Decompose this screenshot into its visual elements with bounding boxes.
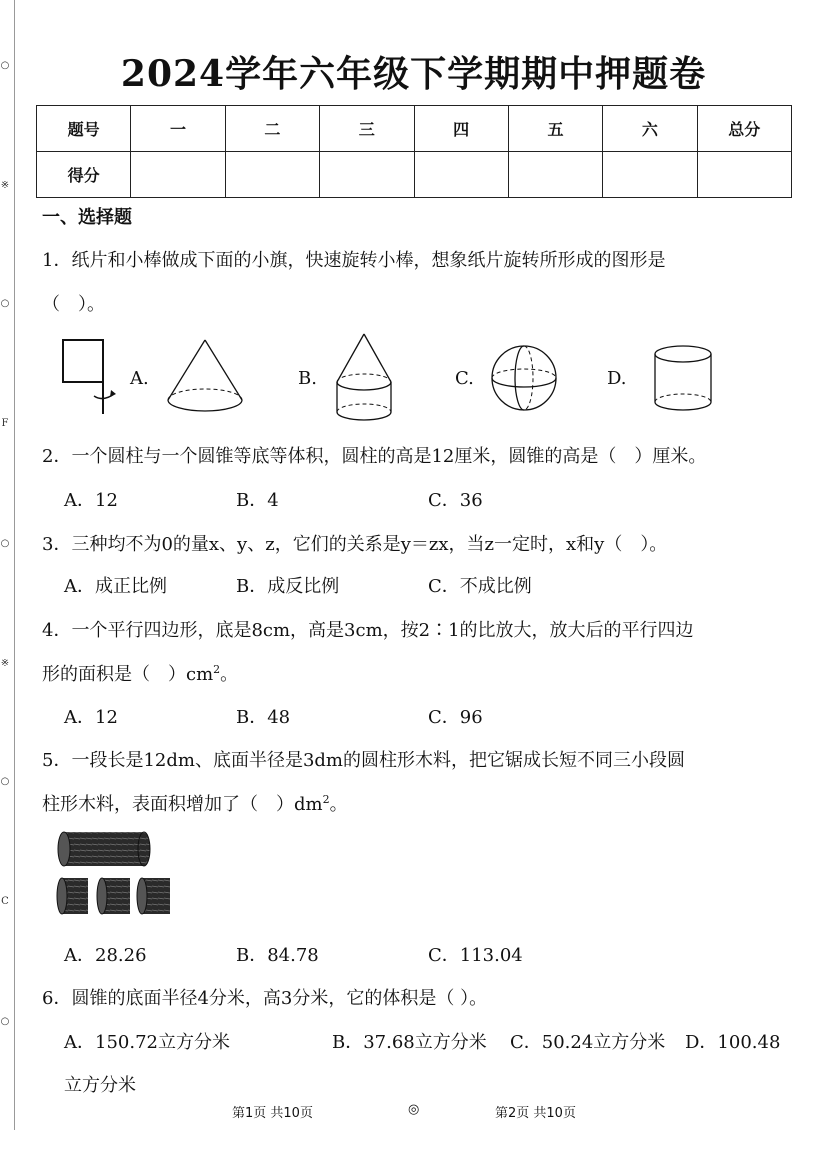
binding-mark: ○ [0,538,10,549]
question-5-text: 5．一段长是12dm、底面半径是3dm的圆柱形木料，把它锯成长短不同三小段圆 [42,750,685,771]
footer-center-mark: ◎ [408,1102,420,1117]
binding-mark: F [1,418,9,429]
question-4-option-b[interactable]: B．48 [236,707,291,728]
line-text: 。 [220,664,239,685]
sphere-figure [490,344,560,414]
option-b-label[interactable]: B. [298,368,317,389]
score-input-cell[interactable] [414,152,508,198]
question-6-option-b[interactable]: B．37.68立方分米 [332,1032,487,1053]
header-cell: 六 [603,106,697,152]
question-4-option-a[interactable]: A．12 [64,707,118,728]
header-cell: 二 [225,106,319,152]
question-6-option-a[interactable]: A．150.72立方分米 [64,1032,230,1053]
superscript: 2 [213,663,221,676]
score-input-cell[interactable] [508,152,602,198]
question-4-option-c[interactable]: C．96 [428,707,483,728]
binding-mark: ※ [0,658,10,669]
score-input-cell[interactable] [603,152,697,198]
question-1-text-line2: （ ）。 [42,294,105,315]
section-heading: 一、选择题 [42,207,132,228]
line-text: 柱形木料，表面积增加了（ ）dm [42,794,323,815]
question-3-option-c[interactable]: C．不成比例 [428,576,532,597]
question-1-text: 1．纸片和小棒做成下面的小旗，快速旋转小棒，想象纸片旋转所形成的图形是 [42,250,666,271]
header-cell: 四 [414,106,508,152]
option-d-label[interactable]: D. [607,368,627,389]
score-input-cell[interactable] [697,152,791,198]
score-input-cell[interactable] [131,152,225,198]
question-3-option-b[interactable]: B．成反比例 [236,576,340,597]
footer-page-right: 第2页 共10页 [495,1106,576,1121]
question-2-option-c[interactable]: C．36 [428,490,483,511]
question-5-option-a[interactable]: A．28.26 [64,945,147,966]
header-cell: 三 [320,106,414,152]
superscript: 2 [322,793,330,806]
page-title: 2024学年六年级下学期期中押题卷 [120,53,707,95]
binding-mark: ○ [0,776,10,787]
line-text: 。 [329,794,348,815]
binding-line [14,0,15,1130]
question-6-text: 6．圆锥的底面半径4分米，高3分米，它的体积是（ ）。 [42,988,488,1009]
score-input-cell[interactable] [225,152,319,198]
question-6-option-c[interactable]: C．50.24立方分米 [510,1032,666,1053]
option-a-label[interactable]: A. [130,368,149,389]
binding-mark: ○ [0,298,10,309]
line-text: 形的面积是（ ）cm [42,664,214,685]
question-5-option-b[interactable]: B．84.78 [236,945,319,966]
question-2-text: 2．一个圆柱与一个圆锥等底等体积，圆柱的高是12厘米，圆锥的高是（ ）厘米。 [42,446,707,467]
option-c-label[interactable]: C. [455,368,474,389]
header-cell: 五 [508,106,602,152]
cylinder-figure [653,344,715,414]
question-3-text: 3．三种均不为0的量x、y、z，它们的关系是y＝zx，当z一定时，x和y（ ）。 [42,534,668,555]
question-3-option-a[interactable]: A．成正比例 [64,576,167,597]
header-cell: 总分 [697,106,791,152]
question-2-option-a[interactable]: A．12 [64,490,118,511]
score-table-header-row [37,106,792,152]
score-input-cell[interactable] [320,152,414,198]
question-4-text: 4．一个平行四边形，底是8cm，高是3cm，按2∶1的比放大，放大后的平行四边 [42,620,694,641]
question-5-option-c[interactable]: C．113.04 [428,945,523,966]
binding-mark: ○ [0,1016,10,1027]
header-cell: 一 [131,106,225,152]
binding-mark: ※ [0,180,10,191]
score-label-cell: 得分 [37,152,131,198]
binding-mark: C [1,896,9,907]
question-2-option-b[interactable]: B．4 [236,490,279,511]
score-table [36,105,792,198]
cone-figure [165,336,245,416]
cone-on-cylinder-figure [332,332,396,424]
binding-mark: ○ [0,60,10,71]
flag-figure [56,336,126,416]
question-6-option-d-wrap: 立方分米 [64,1075,136,1096]
question-5-text-line2 [42,790,348,816]
score-table-score-row [37,152,792,198]
footer-page-left: 第1页 共10页 [232,1106,313,1121]
question-4-text-line2 [42,660,238,686]
header-cell: 题号 [37,106,131,152]
log-figure [56,830,180,920]
question-6-option-d[interactable]: D．100.48 [685,1032,781,1053]
